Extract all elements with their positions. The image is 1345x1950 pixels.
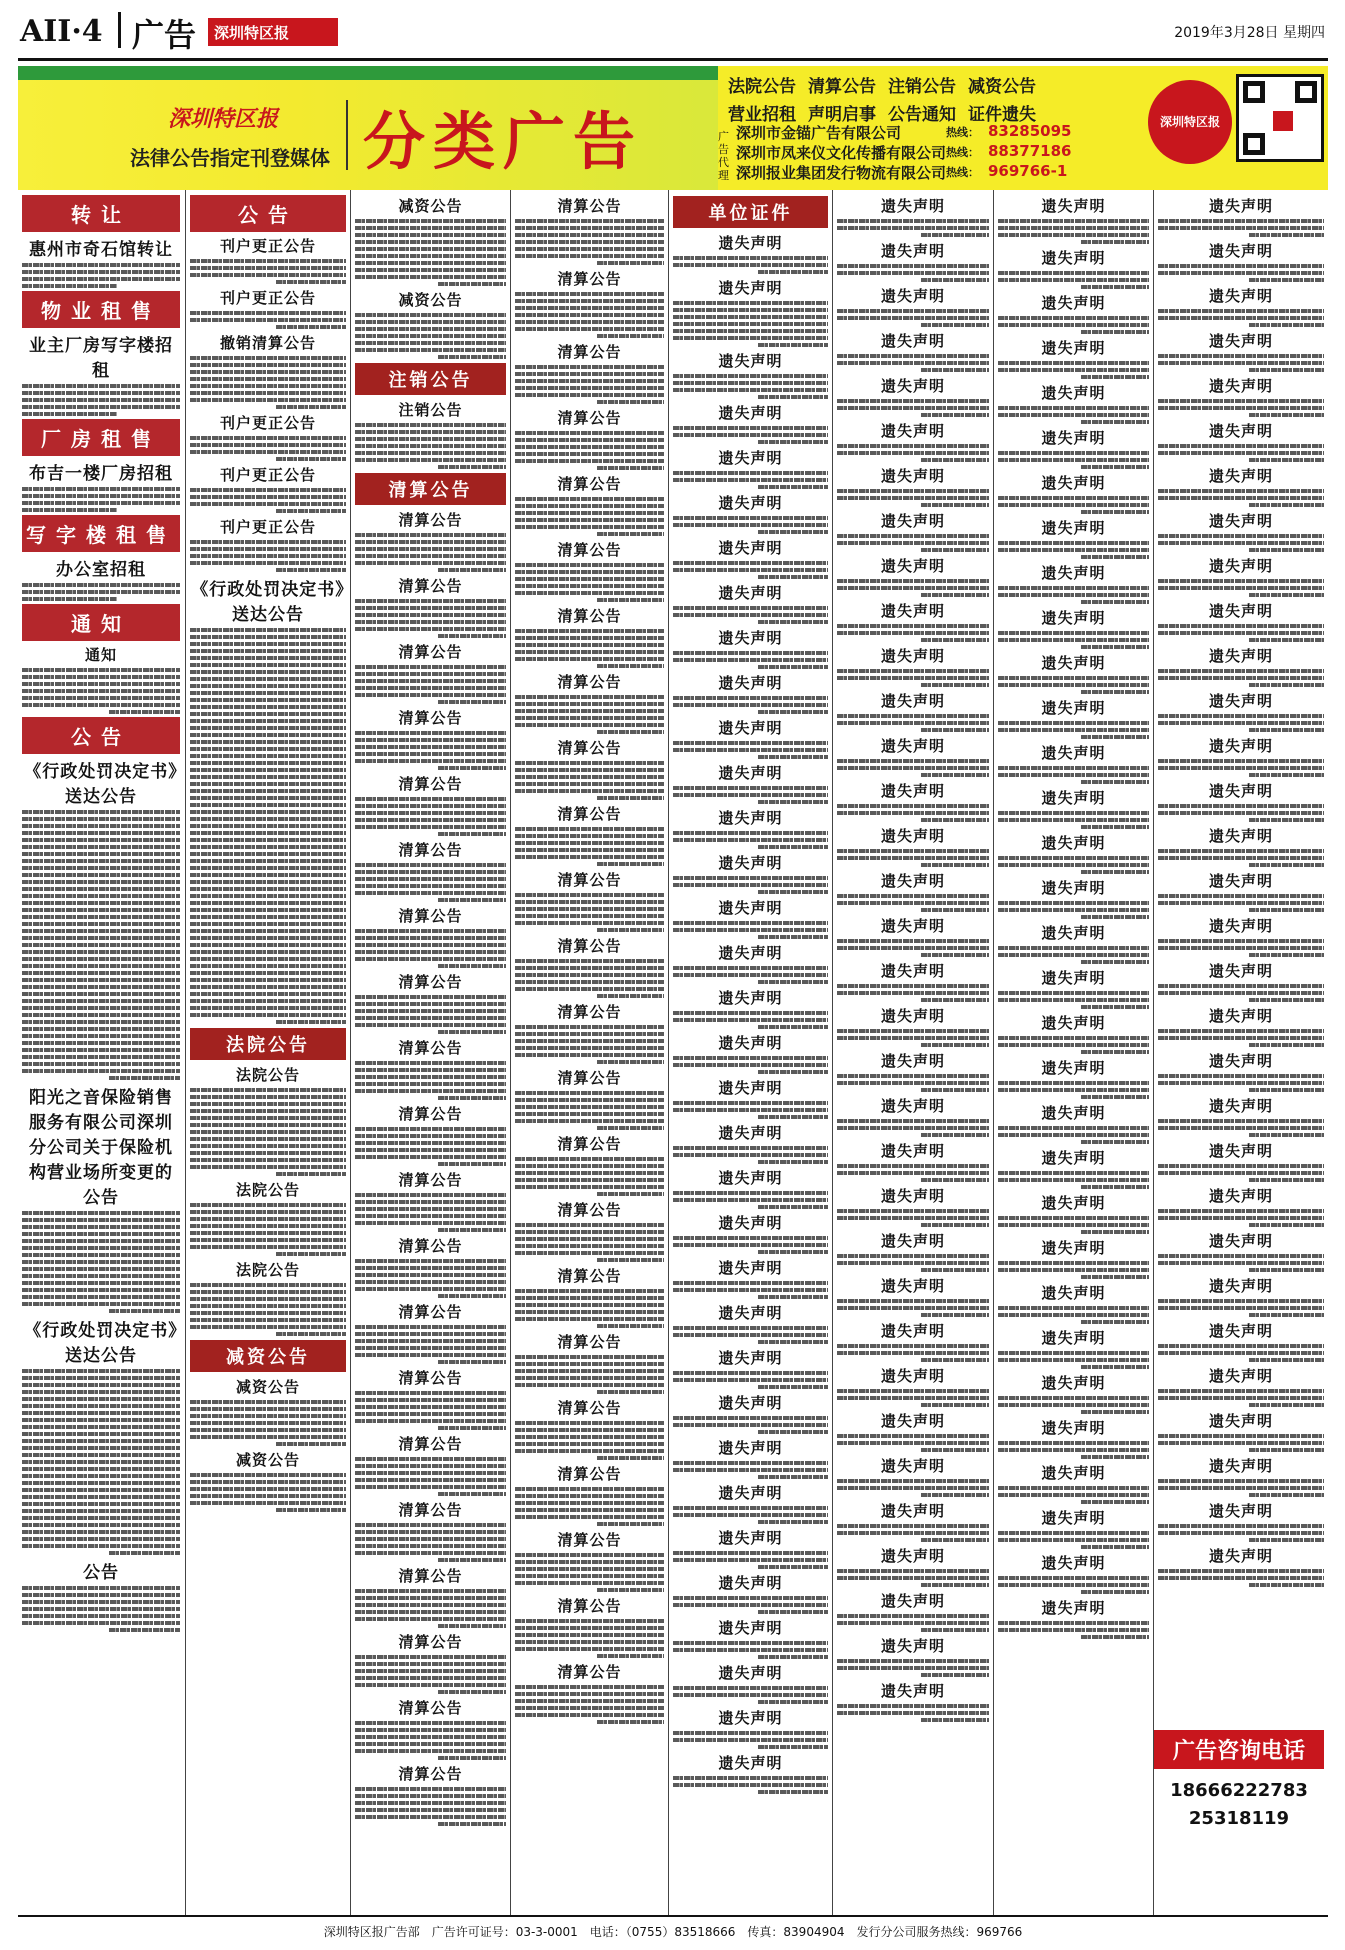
- ad-title: 法院公告: [235, 1066, 300, 1084]
- ad-title: 遗失声明: [718, 1754, 783, 1772]
- ad-title: 清算公告: [557, 1333, 622, 1351]
- ad-title: 遗失声明: [880, 647, 945, 665]
- section-head-factory: 厂房租售: [22, 419, 180, 456]
- ad-title: 遗失声明: [718, 1709, 783, 1727]
- ad-title: 遗失声明: [1041, 1419, 1106, 1437]
- ad-title: 遗失声明: [1041, 339, 1106, 357]
- ad-title: 遗失声明: [880, 1682, 945, 1700]
- agent-name: 深圳市凤来仪文化传播有限公司: [736, 144, 947, 162]
- ad-title: 遗失声明: [1208, 557, 1273, 575]
- banner-category: 公告通知: [888, 105, 956, 125]
- ad-title: 遗失声明: [1041, 654, 1106, 672]
- ad-title: 清算公告: [398, 1435, 463, 1453]
- column-2: [186, 190, 350, 1915]
- ad-title: 遗失声明: [880, 737, 945, 755]
- ad-title: 清算公告: [398, 1567, 463, 1585]
- section-head-property: 物业租售: [22, 291, 180, 328]
- ad-title: 清算公告: [557, 343, 622, 361]
- ad-title: 遗失声明: [880, 422, 945, 440]
- ad-title: 清算公告: [557, 197, 622, 215]
- ad-title: 遗失声明: [718, 764, 783, 782]
- phone-number: 18666222783: [1170, 1780, 1308, 1801]
- ad-title: 遗失声明: [1208, 1322, 1273, 1340]
- banner-category: 声明启事: [808, 105, 876, 125]
- ad-title: 遗失声明: [880, 377, 945, 395]
- ad-title: 清算公告: [398, 1501, 463, 1519]
- ad-title: 遗失声明: [1208, 1232, 1273, 1250]
- ad-title: 清算公告: [398, 709, 463, 727]
- ad-title: 遗失声明: [718, 1529, 783, 1547]
- section-title: 广告: [132, 16, 197, 54]
- ad-title: 遗失声明: [718, 234, 783, 252]
- ad-title: 遗失声明: [718, 944, 783, 962]
- ad-title: 清算公告: [557, 541, 622, 559]
- ad-title: 遗失声明: [1208, 782, 1273, 800]
- ad-title: 清算公告: [398, 1105, 463, 1123]
- ad-title: 公告: [83, 1563, 119, 1583]
- ad-title: 遗失声明: [880, 1187, 945, 1205]
- ad-title: 遗失声明: [718, 539, 783, 557]
- ad-title: 遗失声明: [880, 332, 945, 350]
- agent-row: [718, 142, 1118, 162]
- ad-title: 清算公告: [398, 1039, 463, 1057]
- ad-title: 遗失声明: [880, 512, 945, 530]
- ad-title: 遗失声明: [1041, 519, 1106, 537]
- ad-title: 遗失声明: [1208, 1547, 1273, 1565]
- ad-title: 遗失声明: [718, 494, 783, 512]
- ad-consult-numbers: [1154, 1769, 1324, 1841]
- ad-title: 遗失声明: [718, 719, 783, 737]
- qr-code-icon: [1236, 74, 1324, 162]
- ad-title: 遗失声明: [1041, 1014, 1106, 1032]
- ad-title: 遗失声明: [880, 692, 945, 710]
- ad-title: 遗失声明: [1041, 294, 1106, 312]
- ad-title: 遗失声明: [1208, 377, 1273, 395]
- section-head-liquidation: 清算公告: [355, 473, 506, 505]
- ad-title: 遗失声明: [1041, 1554, 1106, 1572]
- ad-title: 遗失声明: [718, 279, 783, 297]
- ad-title: 清算公告: [398, 511, 463, 529]
- ad-title: 遗失声明: [1208, 197, 1273, 215]
- ad-title: 《行政处罚决定书》送达公告: [24, 762, 178, 807]
- banner-category: 清算公告: [808, 77, 876, 97]
- ad-title: 办公室招租: [56, 560, 146, 580]
- ad-title: 清算公告: [557, 1135, 622, 1153]
- ad-title: 清算公告: [557, 1003, 622, 1021]
- ad-title: 清算公告: [557, 1597, 622, 1615]
- banner-slogan: 法律公告指定刊登媒体: [130, 146, 330, 170]
- ad-title: 遗失声明: [1041, 1104, 1106, 1122]
- ad-title: 遗失声明: [1208, 422, 1273, 440]
- agent-name: 深圳报业集团发行物流有限公司: [736, 164, 947, 182]
- agent-row: [718, 162, 1118, 182]
- ad-title: 清算公告: [557, 475, 622, 493]
- ad-title: 遗失声明: [718, 584, 783, 602]
- ad-title: 遗失声明: [1208, 1502, 1273, 1520]
- ad-title: 清算公告: [398, 1171, 463, 1189]
- banner-category: 注销公告: [888, 77, 956, 97]
- ad-title: 遗失声明: [1208, 1007, 1273, 1025]
- ad-title: 遗失声明: [880, 827, 945, 845]
- ad-title: 清算公告: [557, 409, 622, 427]
- ad-title: 遗失声明: [1208, 1457, 1273, 1475]
- ad-title: 遗失声明: [1208, 737, 1273, 755]
- ad-title: 遗失声明: [880, 467, 945, 485]
- ad-title: 清算公告: [398, 577, 463, 595]
- ad-title: 遗失声明: [718, 854, 783, 872]
- ad-title: 遗失声明: [718, 1439, 783, 1457]
- ad-title: 减资公告: [398, 197, 463, 215]
- classified-banner: [18, 66, 1328, 190]
- ad-title: 遗失声明: [1208, 1187, 1273, 1205]
- column-7: [994, 190, 1153, 1915]
- section-head-capital-reduction: 减资公告: [190, 1340, 346, 1372]
- ad-title: 遗失声明: [718, 1214, 783, 1232]
- page-footer: 深圳特区报广告部 广告许可证号：03-3-0001 电话：（0755）83518666 传真：83904904 发行分公司服务热线：969766: [18, 1915, 1328, 1945]
- ad-title: 遗失声明: [718, 1079, 783, 1097]
- ad-title: 遗失声明: [718, 989, 783, 1007]
- issue-date: 2019年3月28日 星期四: [1174, 25, 1325, 41]
- column-6: [833, 190, 993, 1915]
- ad-title: 遗失声明: [1208, 962, 1273, 980]
- ad-title: 遗失声明: [718, 1349, 783, 1367]
- section-head-announcement: 公告: [190, 195, 346, 232]
- ad-title: 清算公告: [398, 1369, 463, 1387]
- ad-title: 遗失声明: [1041, 1374, 1106, 1392]
- ad-title: 遗失声明: [1041, 384, 1106, 402]
- ad-title: 遗失声明: [880, 1142, 945, 1160]
- header-divider: [118, 12, 121, 48]
- agent-tel-label: 热线：: [946, 166, 979, 179]
- ad-title: 减资公告: [235, 1378, 300, 1396]
- ad-title: 遗失声明: [880, 962, 945, 980]
- banner-categories: [728, 72, 1068, 128]
- ad-title: 遗失声明: [880, 1277, 945, 1295]
- banner-paper-name: 深圳特区报: [168, 106, 279, 132]
- section-head-court: 法院公告: [190, 1028, 346, 1060]
- banner-divider: [346, 100, 348, 170]
- agent-tel: 88377186: [988, 142, 1072, 160]
- page-number: AII·4: [20, 14, 103, 49]
- ad-title: 遗失声明: [880, 197, 945, 215]
- ad-title: 遗失声明: [1208, 602, 1273, 620]
- ad-title: 遗失声明: [1041, 1464, 1106, 1482]
- ad-title: 遗失声明: [1041, 1599, 1106, 1617]
- ad-title: 《行政处罚决定书》送达公告: [24, 1321, 178, 1366]
- ad-title: 清算公告: [557, 1267, 622, 1285]
- ad-title: 遗失声明: [880, 1592, 945, 1610]
- ad-title: 清算公告: [398, 907, 463, 925]
- ad-title: 遗失声明: [1208, 1412, 1273, 1430]
- ad-title: 遗失声明: [880, 917, 945, 935]
- ad-title: 布吉一楼厂房招租: [29, 464, 173, 484]
- ad-title: 遗失声明: [1041, 197, 1106, 215]
- ad-title: 遗失声明: [1041, 744, 1106, 762]
- ad-title: 遗失声明: [1041, 1149, 1106, 1167]
- ad-title: 遗失声明: [1208, 827, 1273, 845]
- ad-title: 通知: [84, 646, 117, 664]
- ad-title: 减资公告: [398, 291, 463, 309]
- ad-title: 遗失声明: [880, 602, 945, 620]
- ad-title: 遗失声明: [1041, 1329, 1106, 1347]
- section-head-unit-certificates: 单位证件: [673, 196, 828, 228]
- ad-title: 遗失声明: [1041, 699, 1106, 717]
- paper-name-badge: 深圳特区报: [208, 18, 338, 46]
- ad-title: 遗失声明: [1041, 924, 1106, 942]
- ad-title: 减资公告: [235, 1451, 300, 1469]
- ad-title: 遗失声明: [880, 1232, 945, 1250]
- ad-title: 遗失声明: [1208, 287, 1273, 305]
- ad-title: 清算公告: [398, 643, 463, 661]
- phone-number: 25318119: [1188, 1808, 1290, 1829]
- ad-title: 遗失声明: [718, 1259, 783, 1277]
- agent-tel-label: 热线：: [946, 146, 979, 159]
- ad-title: 清算公告: [398, 973, 463, 991]
- ad-title: 遗失声明: [880, 1412, 945, 1430]
- ad-title: 遗失声明: [1041, 609, 1106, 627]
- section-head-cancellation: 注销公告: [355, 363, 506, 395]
- ad-title: 注销公告: [398, 401, 463, 419]
- paper-logo: 深圳特区报: [1148, 80, 1232, 164]
- banner-green-strip: [18, 66, 718, 80]
- ad-title: 遗失声明: [718, 404, 783, 422]
- ad-title: 遗失声明: [880, 872, 945, 890]
- ad-title: 遗失声明: [1041, 564, 1106, 582]
- ad-title: 清算公告: [398, 841, 463, 859]
- ad-title: 遗失声明: [1208, 917, 1273, 935]
- ad-title: 遗失声明: [1041, 474, 1106, 492]
- ad-title: 清算公告: [557, 805, 622, 823]
- header-rule: [18, 58, 1328, 61]
- ad-title: 遗失声明: [718, 1484, 783, 1502]
- ad-title: 遗失声明: [880, 1322, 945, 1340]
- ad-title: 法院公告: [235, 1261, 300, 1279]
- ad-title: 清算公告: [557, 937, 622, 955]
- ad-title: 遗失声明: [880, 1457, 945, 1475]
- ad-title: 遗失声明: [1208, 1367, 1273, 1385]
- ad-title: 遗失声明: [1041, 1059, 1106, 1077]
- ad-title: 遗失声明: [1041, 1239, 1106, 1257]
- ad-title: 遗失声明: [1208, 872, 1273, 890]
- ad-title: 清算公告: [557, 1663, 622, 1681]
- ad-title: 遗失声明: [718, 629, 783, 647]
- ad-title: 遗失声明: [718, 899, 783, 917]
- ad-title: 遗失声明: [718, 352, 783, 370]
- section-head-notice: 通知: [22, 604, 180, 641]
- banner-category: 法院公告: [728, 77, 796, 97]
- ad-consult-title: 广告咨询电话: [1154, 1730, 1324, 1769]
- ad-title: 遗失声明: [880, 287, 945, 305]
- ad-title: 遗失声明: [718, 809, 783, 827]
- ad-title: 刊户更正公告: [219, 289, 316, 307]
- ad-title: 清算公告: [557, 1399, 622, 1417]
- ad-title: 遗失声明: [1041, 1509, 1106, 1527]
- section-head-office: 写字楼租售: [22, 515, 180, 552]
- ad-title: 遗失声明: [1208, 1097, 1273, 1115]
- ad-title: 遗失声明: [880, 782, 945, 800]
- ad-title: 清算公告: [557, 270, 622, 288]
- ad-title: 遗失声明: [1041, 1284, 1106, 1302]
- agent-row: [718, 122, 1118, 142]
- ad-title: 撤销清算公告: [219, 334, 316, 352]
- ad-title: 遗失声明: [718, 1394, 783, 1412]
- agent-label: 广告代理: [718, 130, 729, 182]
- ad-title: 遗失声明: [1041, 969, 1106, 987]
- ad-title: 遗失声明: [1041, 789, 1106, 807]
- ad-title: 遗失声明: [718, 1619, 783, 1637]
- ad-title: 清算公告: [557, 1465, 622, 1483]
- ad-consult-phone-box: [1154, 1730, 1324, 1841]
- section-head-announcement: 公告: [22, 717, 180, 754]
- ad-title: 清算公告: [557, 1201, 622, 1219]
- ad-title: 遗失声明: [880, 1007, 945, 1025]
- ad-title: 遗失声明: [1041, 879, 1106, 897]
- ad-title: 遗失声明: [718, 449, 783, 467]
- ad-title: 清算公告: [557, 871, 622, 889]
- column-8: [1154, 190, 1328, 1725]
- ad-title: 遗失声明: [880, 1052, 945, 1070]
- ad-title: 清算公告: [398, 775, 463, 793]
- agent-name: 深圳市金锚广告有限公司: [736, 124, 902, 142]
- column-4: [511, 190, 668, 1915]
- banner-category: 减资公告: [968, 77, 1036, 97]
- ad-title: 清算公告: [557, 673, 622, 691]
- agent-tel: 969766-1: [988, 162, 1068, 180]
- ad-title: 清算公告: [398, 1237, 463, 1255]
- agent-tel: 83285095: [988, 122, 1072, 140]
- column-5: [669, 190, 832, 1915]
- ad-title: 遗失声明: [1041, 834, 1106, 852]
- ad-title: 刊户更正公告: [219, 466, 316, 484]
- ad-title: 刊户更正公告: [219, 237, 316, 255]
- ad-title: 清算公告: [398, 1699, 463, 1717]
- agent-list: [718, 122, 1118, 182]
- ad-title: 清算公告: [398, 1633, 463, 1651]
- ad-title: 遗失声明: [880, 557, 945, 575]
- ad-title: 业主厂房写字楼招租: [29, 336, 173, 381]
- ad-title: 阳光之音保险销售服务有限公司深圳分公司关于保险机构营业场所变更的公告: [29, 1088, 173, 1208]
- ad-title: 清算公告: [557, 1531, 622, 1549]
- agent-tel-label: 热线：: [946, 126, 979, 139]
- ad-title: 遗失声明: [718, 674, 783, 692]
- ad-title: 清算公告: [398, 1303, 463, 1321]
- ad-title: 刊户更正公告: [219, 414, 316, 432]
- ad-title: 遗失声明: [1208, 467, 1273, 485]
- ad-title: 遗失声明: [880, 1547, 945, 1565]
- banner-category: 证件遗失: [968, 105, 1036, 125]
- ad-title: 遗失声明: [1208, 1277, 1273, 1295]
- ad-title: 遗失声明: [718, 1034, 783, 1052]
- ad-title: 遗失声明: [718, 1124, 783, 1142]
- ad-title: 刊户更正公告: [219, 518, 316, 536]
- banner-category: 营业招租: [728, 105, 796, 125]
- ad-title: 遗失声明: [1208, 647, 1273, 665]
- ad-title: 遗失声明: [718, 1664, 783, 1682]
- ad-title: 法院公告: [235, 1181, 300, 1199]
- ad-title: 清算公告: [557, 739, 622, 757]
- ad-title: 遗失声明: [718, 1169, 783, 1187]
- ad-title: 《行政处罚决定书》送达公告: [191, 580, 345, 625]
- ad-title: 清算公告: [398, 1765, 463, 1783]
- ad-title: 遗失声明: [880, 242, 945, 260]
- ad-title: 遗失声明: [1208, 692, 1273, 710]
- ad-title: 惠州市奇石馆转让: [29, 240, 173, 260]
- ad-title: 遗失声明: [880, 1367, 945, 1385]
- ad-title: 遗失声明: [1208, 512, 1273, 530]
- ad-title: 遗失声明: [1208, 332, 1273, 350]
- ad-title: 遗失声明: [1041, 1194, 1106, 1212]
- ad-title: 清算公告: [557, 607, 622, 625]
- section-head-transfer: 转让: [22, 195, 180, 232]
- ad-title: 遗失声明: [880, 1097, 945, 1115]
- page-header: [0, 0, 1345, 60]
- column-3: [351, 190, 510, 1915]
- column-1: [18, 190, 184, 1915]
- ad-title: 清算公告: [557, 1069, 622, 1087]
- ad-title: 遗失声明: [718, 1574, 783, 1592]
- ad-title: 遗失声明: [880, 1502, 945, 1520]
- ad-title: 遗失声明: [1041, 249, 1106, 267]
- ad-title: 遗失声明: [880, 1637, 945, 1655]
- ad-title: 遗失声明: [1041, 429, 1106, 447]
- ad-title: 遗失声明: [1208, 242, 1273, 260]
- ad-title: 遗失声明: [1208, 1142, 1273, 1160]
- ad-title: 遗失声明: [1208, 1052, 1273, 1070]
- banner-title: 分类广告: [363, 105, 644, 178]
- ad-title: 遗失声明: [718, 1304, 783, 1322]
